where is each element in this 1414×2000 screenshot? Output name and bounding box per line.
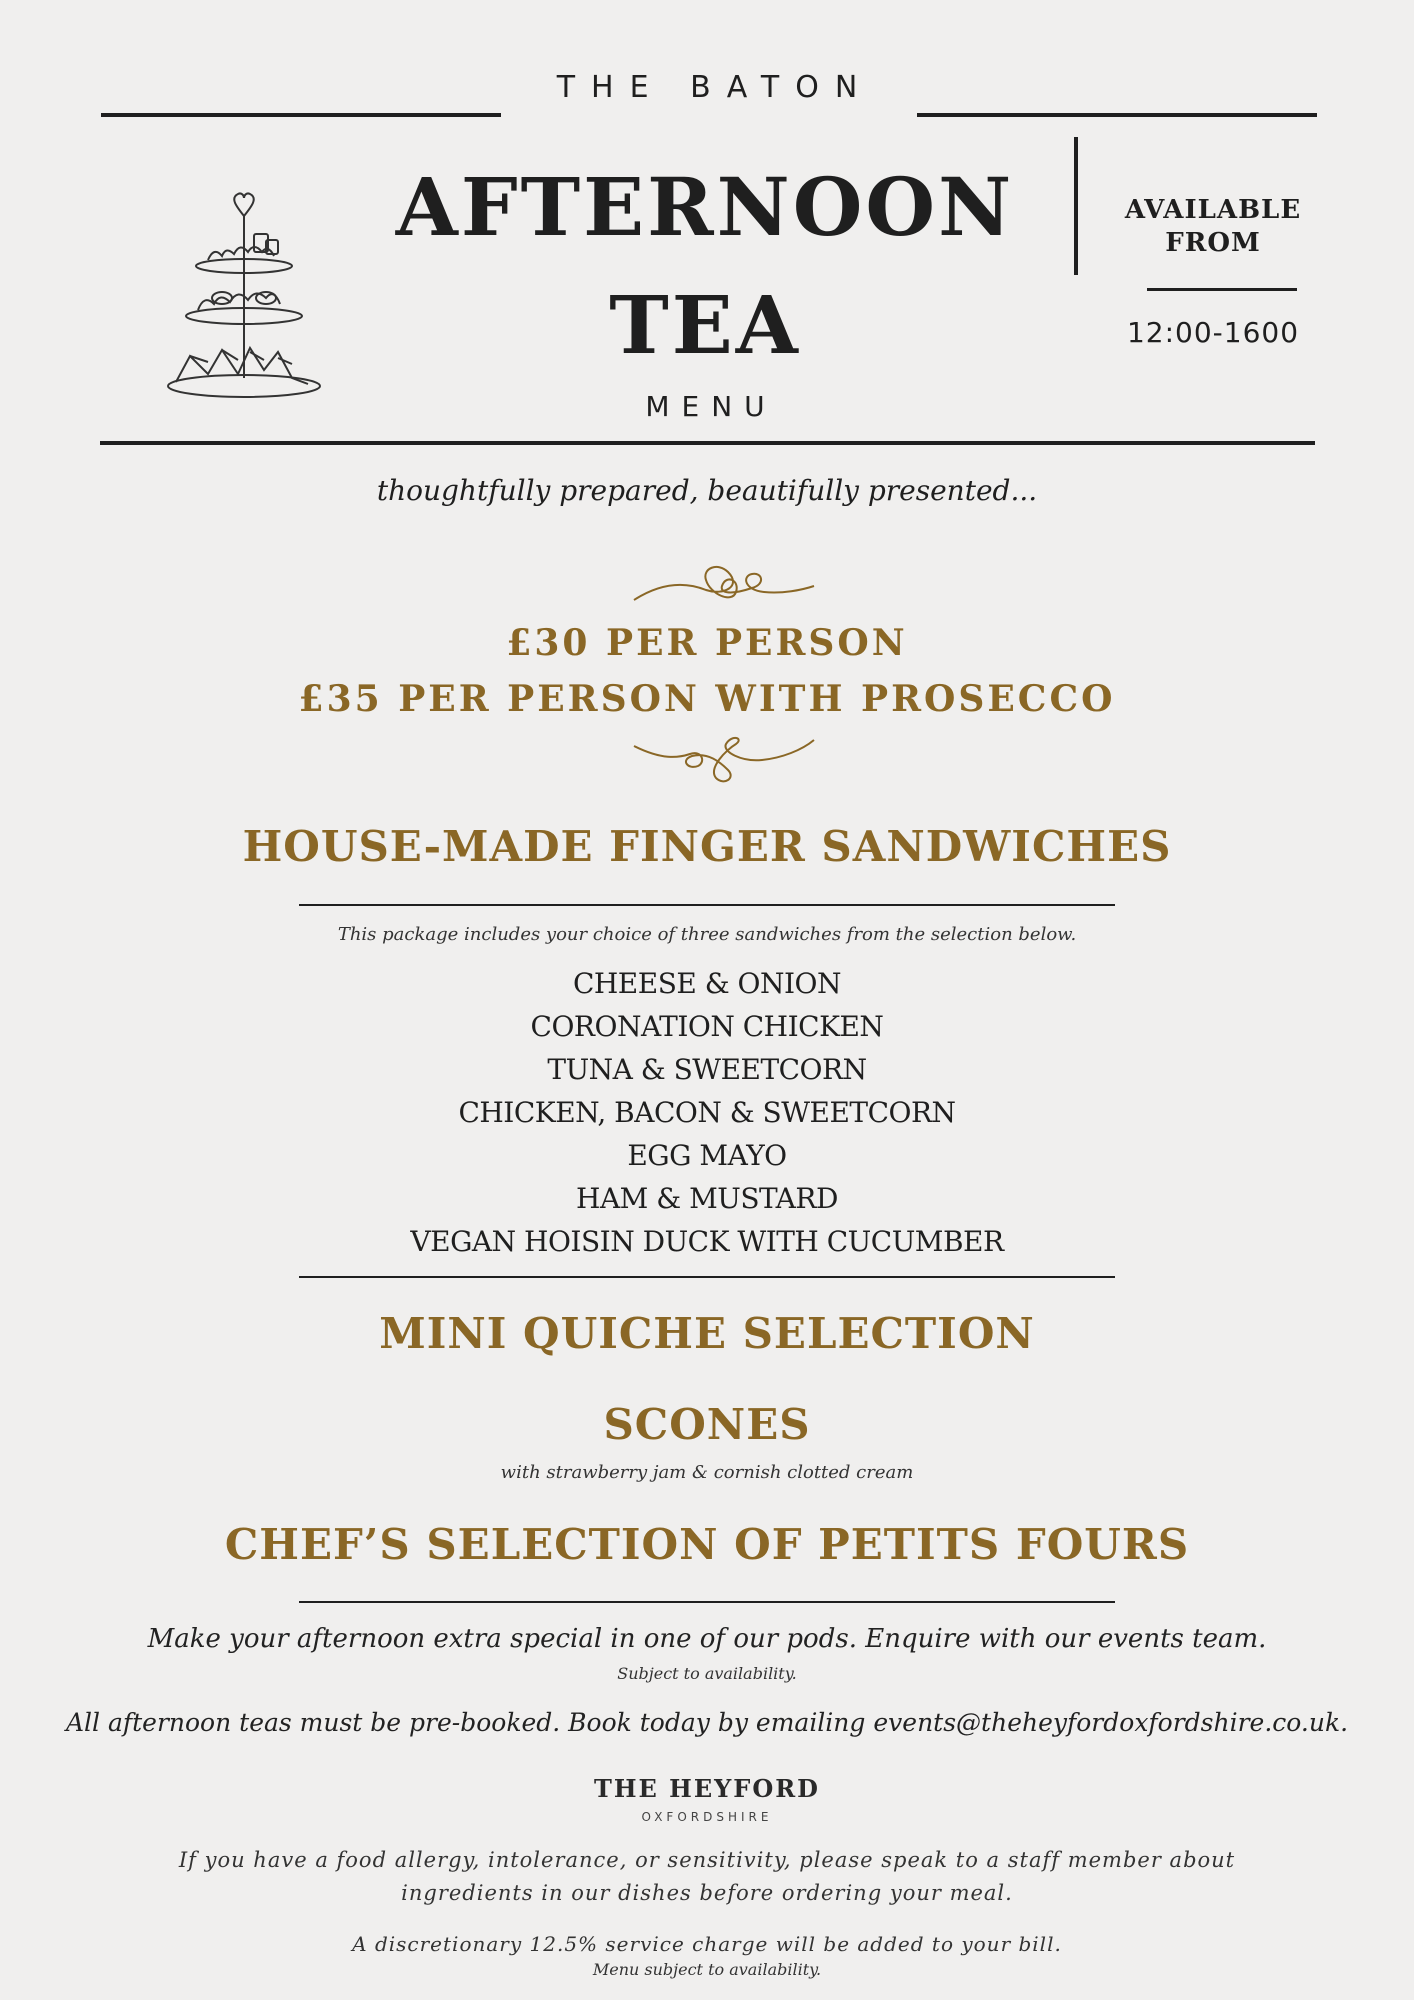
price-standard: £30 PER PERSON — [506, 622, 908, 664]
list-item: HAM & MUSTARD — [576, 1182, 838, 1215]
pods-text: Make your afternoon extra special in one of our pods. Enquire with our events team. — [147, 1624, 1267, 1654]
availability-label — [1108, 194, 1318, 260]
list-item: CHEESE & ONION — [572, 967, 842, 1000]
list-item: VEGAN HOISIN DUCK WITH CUCUMBER — [410, 1225, 1004, 1258]
header-rule-left — [101, 113, 501, 117]
menu-availability-note: Menu subject to availability. — [592, 1960, 822, 1979]
petits-fours-rule — [299, 1601, 1115, 1603]
list-item: TUNA & SWEETCORN — [547, 1053, 867, 1086]
availability-hours: 12:00-1600 — [1126, 316, 1300, 349]
sandwiches-rule-bottom — [299, 1276, 1115, 1278]
list-item: CORONATION CHICKEN — [530, 1010, 884, 1043]
cake-stand-icon — [160, 188, 330, 408]
sandwich-list — [0, 962, 1414, 1263]
booking-text: All afternoon teas must be pre-booked. Book today by emailing events@theheyfordoxfordshire.co.uk. — [65, 1708, 1349, 1737]
tagline: thoughtfully prepared, beautifully presented... — [376, 474, 1038, 507]
sandwiches-note: This package includes your choice of three sandwiches from the selection below. — [337, 924, 1077, 945]
title-line-2: TEA — [609, 278, 801, 372]
heading-scones: SCONES — [603, 1400, 811, 1449]
scones-note: with strawberry jam & cornish clotted cream — [500, 1462, 914, 1483]
list-item: EGG MAYO — [627, 1139, 787, 1172]
title-line-1: AFTERNOON — [395, 160, 1015, 254]
availability-rule — [1147, 288, 1297, 291]
pods-availability-note: Subject to availability. — [617, 1664, 797, 1683]
brand-logo-location: OXFORDSHIRE — [641, 1810, 773, 1824]
price-prosecco: £35 PER PERSON WITH PROSECCO — [298, 678, 1116, 720]
header-rule-right — [917, 113, 1317, 117]
flourish-bottom-icon — [632, 732, 816, 786]
page-title — [300, 148, 1110, 384]
allergy-notice: If you have a food allergy, intolerance, or sensitivity, please speak to a staff member about ingredients in our dishes before ordering your meal. — [178, 1848, 1236, 1905]
venue-name: THE BATON — [556, 70, 874, 105]
heading-mini-quiche: MINI QUICHE SELECTION — [379, 1309, 1035, 1358]
flourish-top-icon — [632, 556, 816, 610]
availability-line-1: AVAILABLE — [1124, 195, 1302, 225]
service-charge-note: A discretionary 12.5% service charge will be added to your bill. — [352, 1932, 1062, 1956]
availability-line-2: FROM — [1165, 228, 1261, 258]
sandwiches-rule-top — [299, 904, 1115, 906]
header-rule-bottom — [100, 441, 1315, 445]
brand-logo-name: THE HEYFORD — [594, 1774, 820, 1803]
heading-finger-sandwiches: HOUSE-MADE FINGER SANDWICHES — [242, 822, 1172, 871]
menu-label: MENU — [645, 390, 777, 423]
list-item: CHICKEN, BACON & SWEETCORN — [458, 1096, 956, 1129]
heading-petits-fours: CHEF’S SELECTION OF PETITS FOURS — [224, 1520, 1190, 1569]
